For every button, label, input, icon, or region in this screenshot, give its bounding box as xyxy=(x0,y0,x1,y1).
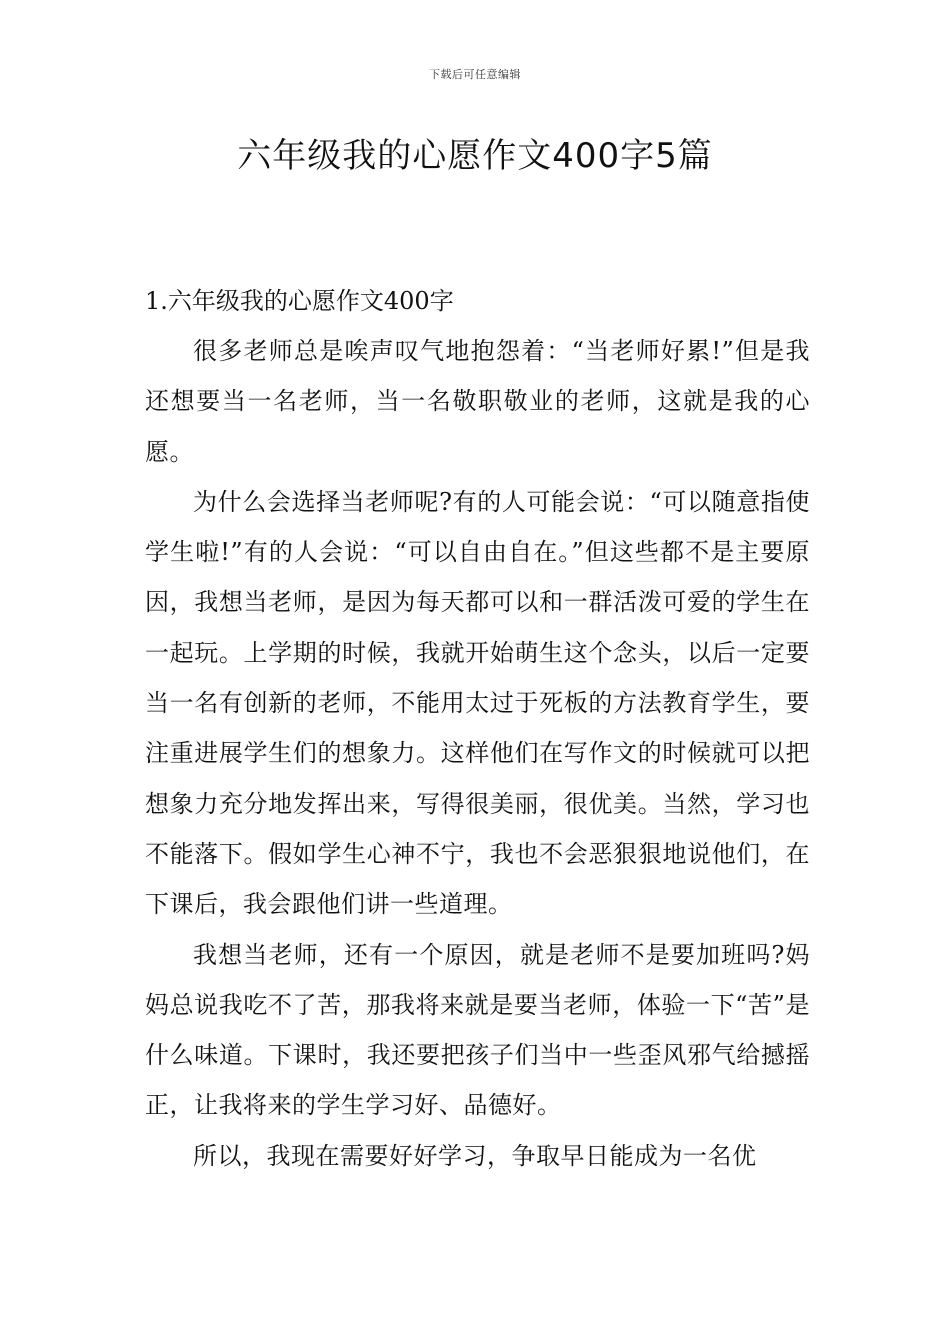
paragraph: 所以，我现在需要好好学习，争取早日能成为一名优 xyxy=(193,1141,757,1170)
paragraph: 为什么会选择当老师呢?有的人可能会说：“可以随意指使学生啦!”有的人会说：“可以自由自在。”但这些都不是主要原因，我想当老师，是因为每天都可以和一群活泼可爱的学生在一起玩。上学期的时候，我就开始萌生这个念头，以后一定要当一名有创新的老师，不能用太过于死板的方法教育学生，要注重进展学生们的想象力。这样他们在写作文的时候就可以把想象力充分地发挥出来，写得很美丽，很优美。当然，学习也不能落下。假如学生心神不宁，我也不会恶狠狠地说他们，在下课后，我会跟他们讲一些道理。 xyxy=(145,487,810,919)
paragraph: 我想当老师，还有一个原因，就是老师不是要加班吗?妈妈总说我吃不了苦，那我将来就是要当老师，体验一下“苦”是什么味道。下课时，我还要把孩子们当中一些歪风邪气给撼摇正，让我将来的学生学习好、品德好。 xyxy=(145,940,810,1120)
document-body xyxy=(145,276,810,1181)
document-title: 六年级我的心愿作文400字5篇 xyxy=(237,136,713,176)
paragraph: 很多老师总是唉声叹气地抱怨着：“当老师好累!”但是我还想要当一名老师，当一名敬职敬业的老师，这就是我的心愿。 xyxy=(145,337,810,466)
header-note: 下载后可任意编辑 xyxy=(429,68,521,81)
section-heading: 1.六年级我的心愿作文400字 xyxy=(145,287,454,315)
